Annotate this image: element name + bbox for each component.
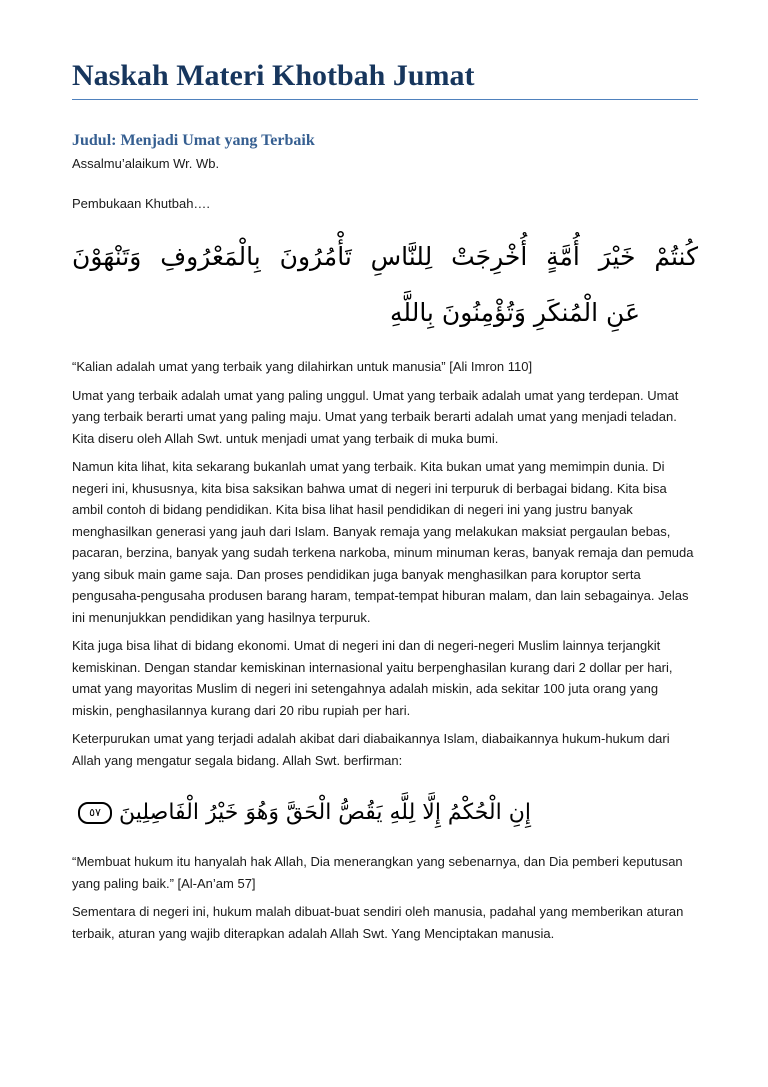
paragraph-1: Umat yang terbaik adalah umat yang paling unggul. Umat yang terbaik adalah umat yang terdepan. Umat yang terbaik berarti umat yang paling maju. Umat yang terbaik berarti adalah umat yang menjadi teladan. Kita diseru oleh Allah Swt. untuk menjadi umat yang terbaik di muka bumi. [72,387,679,446]
document-page [72,56,698,944]
verse-al-anam-57 [72,793,698,833]
verse-translation-2: “Membuat hukum itu hanyalah hak Allah, Dia menerangkan yang sebenarnya, dan Dia pemberi keputusan yang paling baik.” [Al-An’am 57] [72,854,683,891]
verse-translation-1: “Kalian adalah umat yang terbaik yang dilahirkan untuk manusia” [Ali Imron 110] [72,359,533,374]
paragraph-4: Keterpurukan umat yang terjadi adalah akibat dari diabaikannya Islam, diabaikannya hukum-hukum dari Allah yang mengatur segala bidang. Allah Swt. berfirman: [72,731,670,768]
arabic-verse-line-1: كُنتُمْ خَيْرَ أُمَّةٍ أُخْرِجَتْ لِلنَّاسِ تَأْمُرُونَ بِالْمَعْرُوفِ وَتَنْهَوْنَ [72,242,698,271]
closing-paragraph: Sementara di negeri ini, hukum malah dibuat-buat sendiri oleh manusia, padahal yang memberikan aturan terbaik, aturan yang wajib diterapkan adalah Allah Swt. Yang Menciptakan manusia. [72,904,684,941]
ayah-number-badge: ٥٧ [78,802,112,824]
document-title: Naskah Materi Khotbah Jumat [72,56,698,100]
sermon-heading: Judul: Menjadi Umat yang Terbaik [72,132,315,149]
arabic-verse-line-2: عَنِ الْمُنكَرِ وَتُؤْمِنُونَ بِاللَّهِ [390,298,640,327]
greeting-text: Assalmu’alaikum Wr. Wb. [72,156,220,171]
arabic-verse-2 [72,793,531,833]
verse-ali-imron-110 [72,232,698,338]
opening-text: Pembukaan Khutbah…. [72,195,211,211]
paragraph-2: Namun kita lihat, kita sekarang bukanlah umat yang terbaik. Kita bukan umat yang memimpin dunia. Di negeri ini, khususnya, kita bisa saksikan bahwa umat di negeri ini terpuruk di berbagai bidang. Kita bisa ambil contoh di bidang pendidikan. Kita bisa lihat hasil pendidikan di negeri ini yang justru banyak menghasilkan generasi yang jauh dari Islam. Banyak remaja yang melakukan maksiat pergaulan bebas, pacaran, berzina, banyak yang sudah terkena narkoba, minum minuman keras, banyak remaja dan pemuda yang sibuk main game saja. Dan proses pendidikan juga banyak menghasilkan para koruptor serta pengusaha-pengusaha produsen barang haram, tempat-tempat hiburan malam, dan lain sebagainya. Jelas ini menunjukkan pendidikan yang hasilnya terpuruk. [72,459,694,625]
paragraph-3: Kita juga bisa lihat di bidang ekonomi. Umat di negeri ini dan di negeri-negeri Muslim lainnya terjangkit kemiskinan. Dengan standar kemiskinan internasional yaitu berpenghasilan kurang dari 2 dollar per hari, umat yang mayoritas Muslim di negeri ini setengahnya adalah miskin, ada sekitar 100 juta orang yang miskin, penghasilannya kurang dari 20 ribu rupiah per hari. [72,638,673,718]
arabic-verse-2-text: إِنِ الْحُكْمُ إِلَّا لِلَّهِ يَقُصُّ الْحَقَّ وَهُوَ خَيْرُ الْفَاصِلِينَ [119,800,531,825]
